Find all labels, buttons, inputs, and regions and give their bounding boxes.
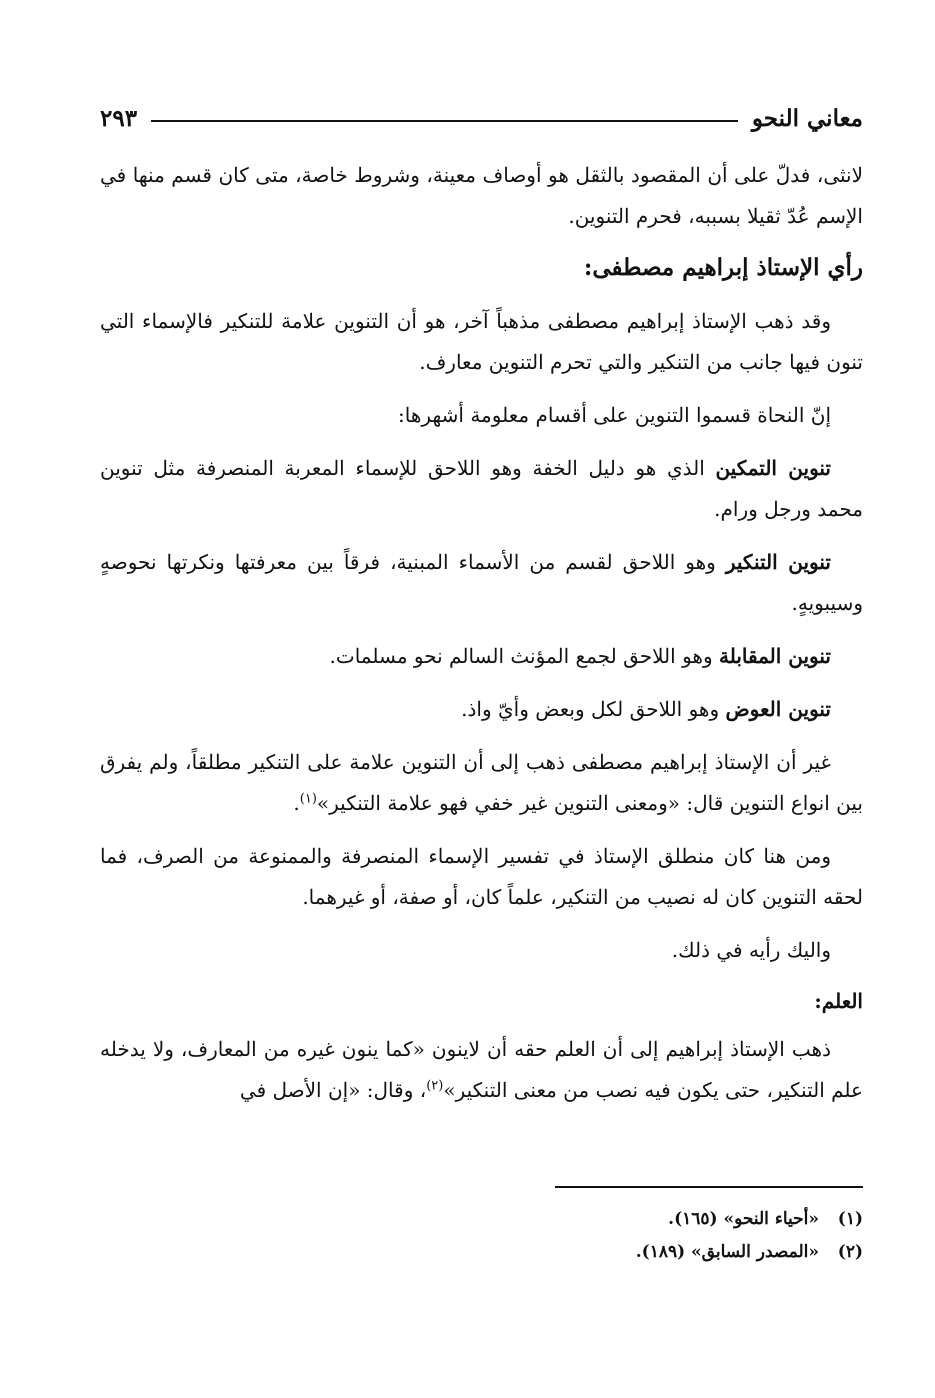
- paragraph-tanween-iwad-text: وهو اللاحق لكل وبعض وأيّ واذ.: [461, 697, 726, 721]
- footnote-text: «المصدر السابق» (١٨٩).: [635, 1242, 819, 1262]
- paragraph-tanween-tamkeen: [100, 448, 863, 530]
- paragraph-8: [100, 742, 863, 824]
- paragraph-11: [100, 1029, 863, 1111]
- term-tamkeen: تنوين التمكين: [715, 456, 831, 480]
- term-muqabala: تنوين المقابلة: [718, 644, 831, 668]
- running-title: معاني النحو: [751, 104, 863, 132]
- footnote-number: (٢): [837, 1242, 863, 1262]
- footnote-ref-2[interactable]: (٢): [426, 1078, 444, 1094]
- paragraph-11-end: ، وقال: «إن الأصل في: [239, 1078, 427, 1102]
- paragraph-9: ومن هنا كان منطلق الإستاذ في تفسير الإسماء المنصرفة والممنوعة من الصرف، فما لحقه التنوين كان له نصيب من التنكير، علماً كان، أو صفة، أو غيرهما.: [100, 844, 863, 909]
- paragraph-8-end: .: [293, 791, 300, 815]
- section-heading-ibrahim-mustafa: رأي الإستاذ إبراهيم مصطفى:: [583, 254, 863, 281]
- paragraph-1: لانثى، فدلّ على أن المقصود بالثقل هو أوصاف معينة، وشروط خاصة، متى كان قسم منها في الإسم عُدّ ثقيلا بسببه، فحرم التنوين.: [100, 163, 863, 228]
- section-heading-alam: العلم:: [814, 989, 863, 1013]
- paragraph-10: واليك رأيه في ذلك.: [671, 938, 831, 962]
- paragraph-3: إنّ النحاة قسموا التنوين على أقسام معلومة أشهرها:: [398, 403, 831, 427]
- paragraph-tanween-tamkeen-text: الذي هو دليل الخفة وهو اللاحق للإسماء المعربة المنصرفة مثل تنوين محمد ورجل ورام.: [100, 456, 863, 521]
- footnotes: [100, 1203, 863, 1269]
- footnote-separator: [555, 1186, 863, 1188]
- paragraph-tanween-muqabala-text: وهو اللاحق لجمع المؤنث السالم نحو مسلمات.: [329, 644, 719, 668]
- footnote-1: [100, 1203, 863, 1236]
- paragraph-2: وقد ذهب الإستاذ إبراهيم مصطفى مذهباً آخر، هو أن التنوين علامة للتنكير فالإسماء التي تنون فيها جانب من التنكير والتي تحرم التنوين معارف.: [100, 309, 863, 374]
- page-number: ٢٩٣: [100, 104, 138, 132]
- term-iwad: تنوين العوض: [725, 697, 831, 721]
- header-rule: [151, 120, 738, 122]
- paragraph-11-text: ذهب الإستاذ إبراهيم إلى أن العلم حقه أن لاينون «كما ينون غيره من المعارف، ولا يدخله علم التنكير، حتى يكون فيه نصب من معنى التنكير»: [100, 1037, 863, 1102]
- footnote-text: «أحياء النحو» (١٦٥).: [668, 1209, 819, 1229]
- page-body: [100, 155, 863, 1123]
- footnote-number: (١): [837, 1209, 863, 1229]
- page-header: [100, 98, 863, 138]
- paragraph-tanween-muqabala: [100, 636, 863, 677]
- paragraph-8-text: غير أن الإستاذ إبراهيم مصطفى ذهب إلى أن التنوين علامة على التنكير مطلقاً، ولم يفرق بين انواع التنوين قال: «ومعنى التنوين غير خفي فهو علامة التنكير»: [100, 750, 863, 815]
- paragraph-tanween-iwad: [100, 689, 863, 730]
- footnote-ref-1[interactable]: (١): [299, 791, 317, 807]
- paragraph-tanween-tankeer-text: وهو اللاحق لقسم من الأسماء المبنية، فرقاً بين معرفتها ونكرتها نحوصهٍ وسيبويهٍ.: [100, 550, 863, 615]
- footnote-2: [100, 1236, 863, 1269]
- term-tankeer: تنوين التنكير: [725, 550, 831, 574]
- paragraph-tanween-tankeer: [100, 542, 863, 624]
